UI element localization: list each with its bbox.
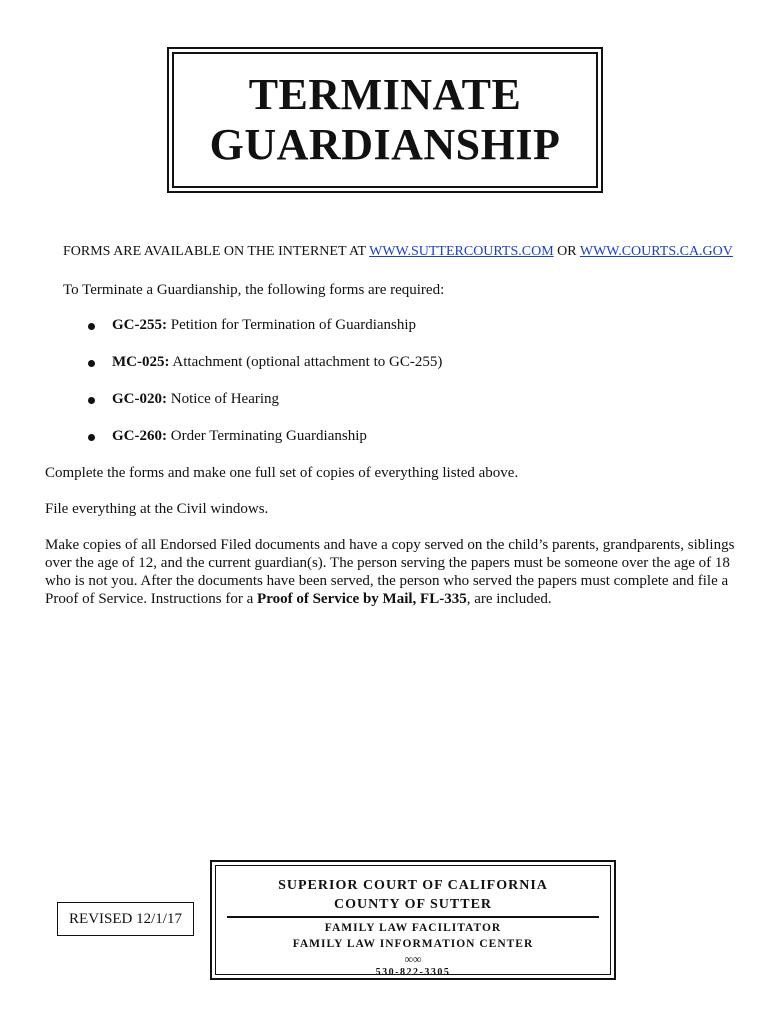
proof-of-service-form-name: Proof of Service by Mail, FL-335 <box>257 591 467 607</box>
required-forms-intro: To Terminate a Guardianship, the following forms are required: <box>63 282 445 298</box>
court-info-inner <box>215 865 611 978</box>
court-divider <box>227 916 599 918</box>
form-code: MC-025: <box>112 354 170 370</box>
bullet-icon <box>88 397 95 404</box>
form-code: GC-255: <box>112 317 167 333</box>
page-title-line-1: TERMINATE <box>248 70 522 119</box>
forms-availability-notice <box>63 244 733 260</box>
form-description: Attachment (optional attachment to GC-255) <box>169 354 443 370</box>
revision-date-box: REVISED 12/1/17 <box>57 902 194 936</box>
court-info-box <box>210 860 616 980</box>
page-title-line-2: GUARDIANSHIP <box>209 120 561 169</box>
form-code: GC-260: <box>112 428 167 444</box>
service-instruction-end: , are included. <box>466 591 552 607</box>
forms-notice-prefix: FORMS ARE AVAILABLE ON THE INTERNET AT <box>63 244 370 259</box>
form-description: Petition for Termination of Guardianship <box>167 317 417 333</box>
forms-notice-joiner: OR <box>553 244 580 259</box>
title-box <box>167 47 603 193</box>
list-item <box>88 354 442 391</box>
form-description: Notice of Hearing <box>167 391 280 407</box>
complete-forms-instruction: Complete the forms and make one full set of copies of everything listed above. <box>45 465 519 481</box>
required-forms-list <box>88 317 442 465</box>
list-item <box>88 317 442 354</box>
title-box-inner <box>172 52 598 188</box>
file-instruction: File everything at the Civil windows. <box>45 501 269 517</box>
court-name: SUPERIOR COURT OF CALIFORNIA <box>278 878 548 893</box>
bullet-icon <box>88 360 95 367</box>
county-name: COUNTY OF SUTTER <box>333 897 493 912</box>
service-instruction <box>45 536 745 608</box>
suttercourts-link[interactable]: WWW.SUTTERCOURTS.COM <box>369 244 554 259</box>
facilitator-label: FAMILY LAW FACILITATOR <box>324 922 502 934</box>
bullet-icon <box>88 434 95 441</box>
service-instruction-text: Make copies of all Endorsed Filed documents and have a copy served on the child’s parents, grandparents, siblings over the age of 12, and the current guardian(s). The person serving the papers must be someone over the age of 18 who is not you. After the documents have been served, the person who served the papers must complete and file a Proof of Service. Instructions for a <box>45 537 735 607</box>
bullet-icon <box>88 323 95 330</box>
list-item <box>88 391 442 428</box>
form-code: GC-020: <box>112 391 167 407</box>
form-description: Order Terminating Guardianship <box>167 428 367 444</box>
ornament-icon: ∞∞ <box>404 952 422 966</box>
list-item <box>88 428 442 465</box>
info-center-label: FAMILY LAW INFORMATION CENTER <box>292 938 534 950</box>
courts-ca-gov-link[interactable]: WWW.COURTS.CA.GOV <box>579 244 733 259</box>
phone-number: 530-822-3305 <box>375 967 451 978</box>
